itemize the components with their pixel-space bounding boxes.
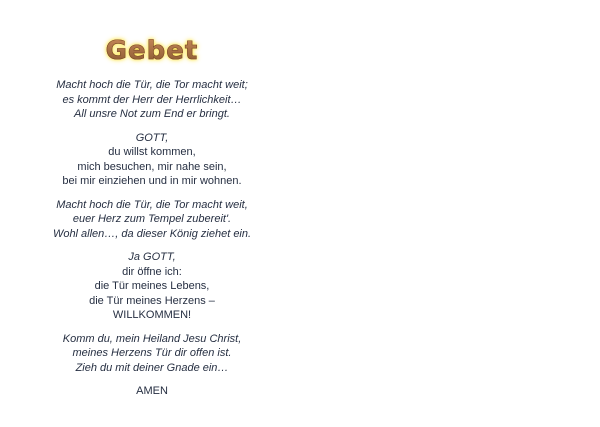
poem-line: Ja GOTT, [128,251,176,263]
stanza-1 [0,78,304,122]
poem-line: die Tür meines Lebens, [94,280,210,292]
poem-line: meines Herzens Tür dir offen ist. [72,347,232,359]
poem-line: Macht hoch die Tür, die Tor macht weit, [56,198,248,211]
poem-line: GOTT, [135,131,169,144]
page-title: Gebet [0,36,304,66]
poem-line: Wohl allen…, da dieser König ziehet ein. [52,227,252,240]
poem-content [0,36,304,408]
stanza-2 [0,131,304,189]
poem-line: mich besuchen, mir nahe sein, [77,160,227,173]
poem-line: Komm du, mein Heiland Jesu Christ, [62,332,242,345]
poem-line: WILLKOMMEN! [112,309,192,321]
poem-line: es kommt der Herr der Herrlichkeit… [62,93,242,106]
poem-line: die Tür meines Herzens – [89,294,215,307]
stanza-amen [0,384,304,399]
poem-line: Macht hoch die Tür, die Tor macht weit; [56,79,248,91]
poem-line: bei mir einziehen und in mir wohnen. [62,175,242,187]
poem-line: AMEN [136,385,168,397]
stanza-5 [0,332,304,376]
poem-line: Zieh du mit deiner Gnade ein… [75,361,229,374]
poem-line: euer Herz zum Tempel zubereit'. [72,213,232,225]
poem-line: All unsre Not zum End er bringt. [74,108,230,120]
poem-line: du willst kommen, [108,146,196,158]
stanza-4 [0,250,304,323]
poem-line: dir öffne ich: [122,265,182,278]
stanza-3 [0,198,304,242]
